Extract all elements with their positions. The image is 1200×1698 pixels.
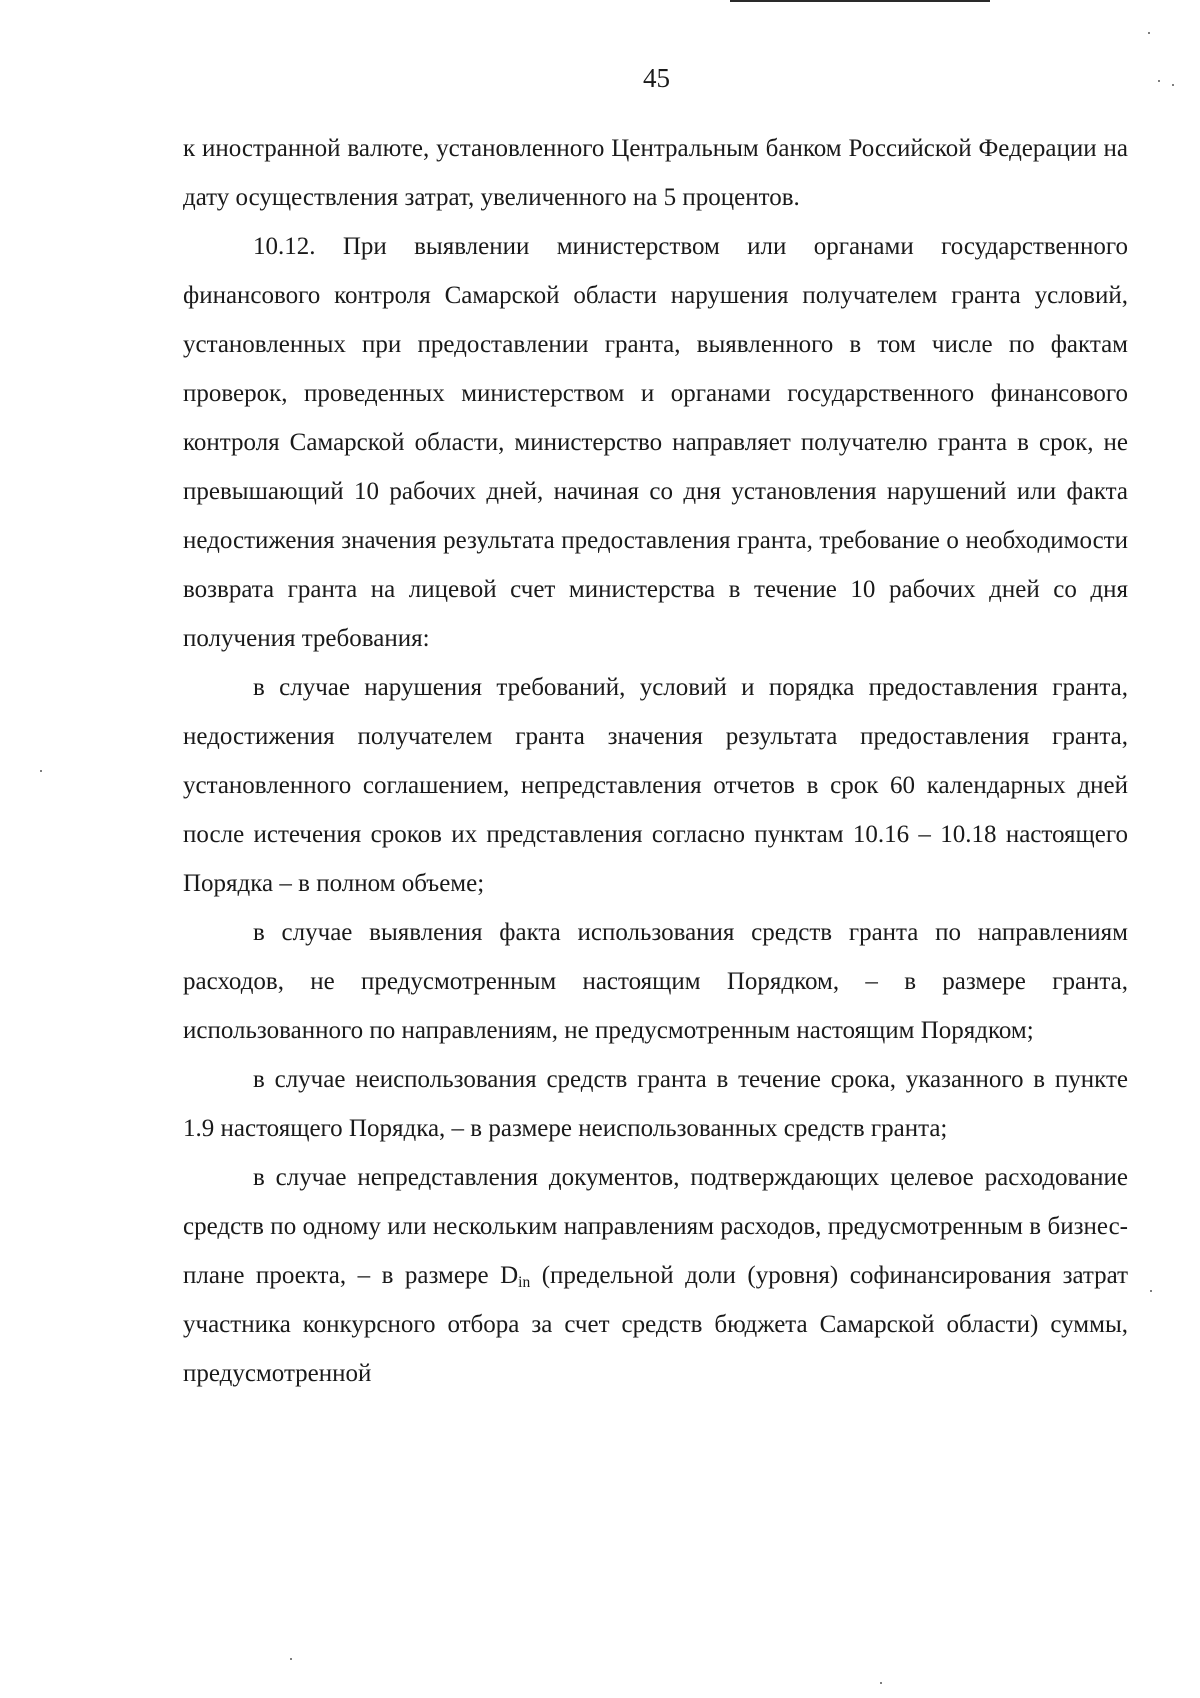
scan-speck: [1150, 1290, 1152, 1292]
paragraph-6-end: (предельной доли (уровня) софинансирования затрат участника конкурсного отбора за счет средств бюджета Самарской области) суммы, предусмотренной: [183, 1262, 1129, 1387]
paragraph-3: в случае нарушения требований, условий и порядка предоставления гранта, недостижения получателем гранта значения результата предоставления гранта, установленного соглашением, непредставления отчетов в срок 60 календарных дней после истечения сроков их представления согласно пунктам 10.16 – 10.18 настоящего Порядка – в полном объеме;: [183, 674, 1128, 897]
paragraph-5: в случае неиспользования средств гранта в течение срока, указанного в пункте 1.9 настоящего Порядка, – в размере неиспользованных средств гранта;: [183, 1066, 1128, 1142]
top-rule: [730, 0, 990, 2]
subscript-in: in: [518, 1273, 531, 1291]
document-body: [183, 124, 1128, 1398]
scan-speck: [1158, 80, 1160, 82]
scan-speck: [40, 770, 42, 772]
paragraph-2: 10.12. При выявлении министерством или органами государственного финансового контроля Самарской области нарушения получателем гранта условий, установленных при предоставлении гранта, выявленного в том числе по фактам проверок, проведенных министерством и органами государственного финансового контроля Самарской области, министерство направляет получателю гранта в срок, не превышающий 10 рабочих дней, начиная со дня установления нарушений или факта недостижения значения результата предоставления гранта, требование о необходимости возврата гранта на лицевой счет министерства в течение 10 рабочих дней со дня получения требования:: [183, 233, 1128, 652]
scan-speck: [290, 1658, 292, 1660]
page-number: 45: [643, 63, 670, 93]
paragraph-6: [183, 1153, 1128, 1398]
paragraph-6-start: в случае непредставления документов, подтверждающих целевое расходование средств по одному или нескольким направлениям расходов, предусмотренным в бизнес-плане проекта, – в размере D: [183, 1164, 1128, 1289]
paragraph-1: к иностранной валюте, установленного Центральным банком Российской Федерации на дату осуществления затрат, увеличенного на 5 процентов.: [183, 135, 1128, 211]
scan-speck: [880, 1682, 882, 1684]
paragraph-4: в случае выявления факта использования средств гранта по направлениям расходов, не предусмотренным настоящим Порядком, – в размере гранта, использованного по направлениям, не предусмотренным настоящим Порядком;: [183, 919, 1128, 1044]
scan-speck: [1148, 32, 1150, 34]
scan-speck: [1172, 84, 1174, 86]
